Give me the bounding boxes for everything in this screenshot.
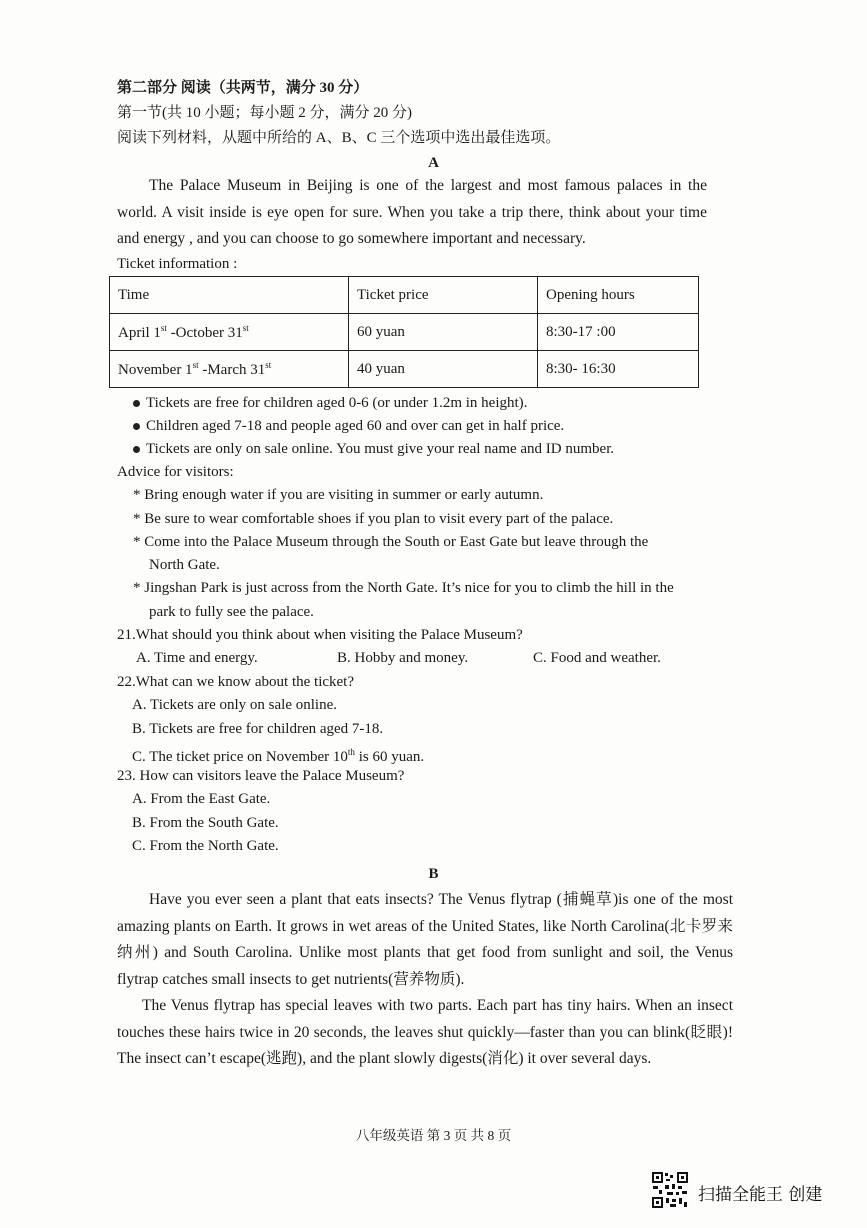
advice-item: * Jingshan Park is just across from the North Gate. It’s nice for you to climb the hill in the (133, 580, 674, 596)
ticket-table (109, 276, 699, 388)
table-cell-time: November 1st -March 31st (110, 351, 349, 388)
passage-b-paragraph: The Venus flytrap has special leaves with two parts. Each part has tiny hairs. When an insect touches these hairs twice in 20 seconds, the leaves shut quickly—faster than you can blink(眨眼)! The insect can’t escape(逃跑), and the plant slowly digests(消化) it over several days. (117, 997, 733, 1067)
table-cell-price: 60 yuan (349, 314, 538, 351)
scanner-watermark: 扫描全能王 创建 (698, 1185, 823, 1205)
table-header-cell: Ticket price (349, 277, 538, 314)
advice-item: * Come into the Palace Museum through the South or East Gate but leave through the (133, 534, 649, 550)
table-row (110, 351, 699, 388)
bullet-item: Tickets are only on sale online. You must give your real name and ID number. (133, 439, 614, 459)
question-23-stem: 23. How can visitors leave the Palace Museum? (117, 768, 405, 784)
bullet-icon (133, 446, 140, 453)
advice-item: * Bring enough water if you are visiting in summer or early autumn. (133, 487, 544, 503)
question-22-option-a: A. Tickets are only on sale online. (132, 697, 337, 713)
table-cell-price: 40 yuan (349, 351, 538, 388)
table-header-row (110, 277, 699, 314)
table-cell-hours: 8:30-17 :00 (538, 314, 699, 351)
question-21-stem: 21.What should you think about when visiting the Palace Museum? (117, 627, 523, 643)
question-23-option-c: C. From the North Gate. (132, 838, 279, 854)
table-row (110, 314, 699, 351)
question-22-option-b: B. Tickets are free for children aged 7-18. (132, 721, 384, 737)
page-footer: 八年级英语 第 3 页 共 8 页 (355, 1128, 512, 1143)
question-21-option-c: C. Food and weather. (533, 650, 661, 666)
advice-item-continued: North Gate. (149, 557, 220, 573)
table-header-cell: Opening hours (538, 277, 699, 314)
question-23-option-b: B. From the South Gate. (132, 815, 279, 831)
advice-heading: Advice for visitors: (117, 464, 234, 480)
part-heading: 第一节(共 10 小题；每小题 2 分，满分 20 分) (117, 105, 412, 121)
question-21-option-b: B. Hobby and money. (337, 650, 469, 666)
table-header-cell: Time (110, 277, 349, 314)
qr-code-icon (651, 1171, 689, 1209)
question-23-option-a: A. From the East Gate. (132, 791, 271, 807)
passage-b-paragraph: Have you ever seen a plant that eats insects? The Venus flytrap (捕蝇草)is one of the most amazing plants on Earth. It grows in wet areas of the United States, like North Carolina(北卡罗来纳州) and South Carolina. Unlike most plants that get food from sunlight and soil, the Venus flytrap catches small insects to get nutrients(营养物质). (117, 891, 733, 988)
advice-item-continued: park to fully see the palace. (149, 604, 314, 620)
ticket-heading: Ticket information : (117, 256, 238, 272)
section-heading: 第二部分 阅读（共两节，满分 30 分） (117, 80, 369, 96)
bullet-icon (133, 423, 140, 430)
table-cell-hours: 8:30- 16:30 (538, 351, 699, 388)
question-21-option-a: A. Time and energy. (136, 650, 258, 666)
passage-a-intro: The Palace Museum in Beijing is one of the largest and most famous palaces in the world. A visit inside is eye open for sure. When you take a trip there, think about your time and energy , and you can choose to go somewhere important and necessary. (117, 177, 707, 247)
instruction: 阅读下列材料，从题中所给的 A、B、C 三个选项中选出最佳选项。 (117, 130, 561, 146)
table-cell-time: April 1st -October 31st (110, 314, 349, 351)
bullet-icon (133, 400, 140, 407)
bullet-item: Tickets are free for children aged 0-6 (or under 1.2m in height). (133, 393, 527, 413)
question-22-option-c: C. The ticket price on November 10th is 60 yuan. (132, 747, 425, 765)
passage-b-label: B (428, 866, 439, 882)
bullet-item: Children aged 7-18 and people aged 60 and over can get in half price. (133, 416, 564, 436)
question-22-stem: 22.What can we know about the ticket? (117, 674, 354, 690)
passage-a-label: A (428, 155, 439, 171)
advice-item: * Be sure to wear comfortable shoes if you plan to visit every part of the palace. (133, 511, 614, 527)
